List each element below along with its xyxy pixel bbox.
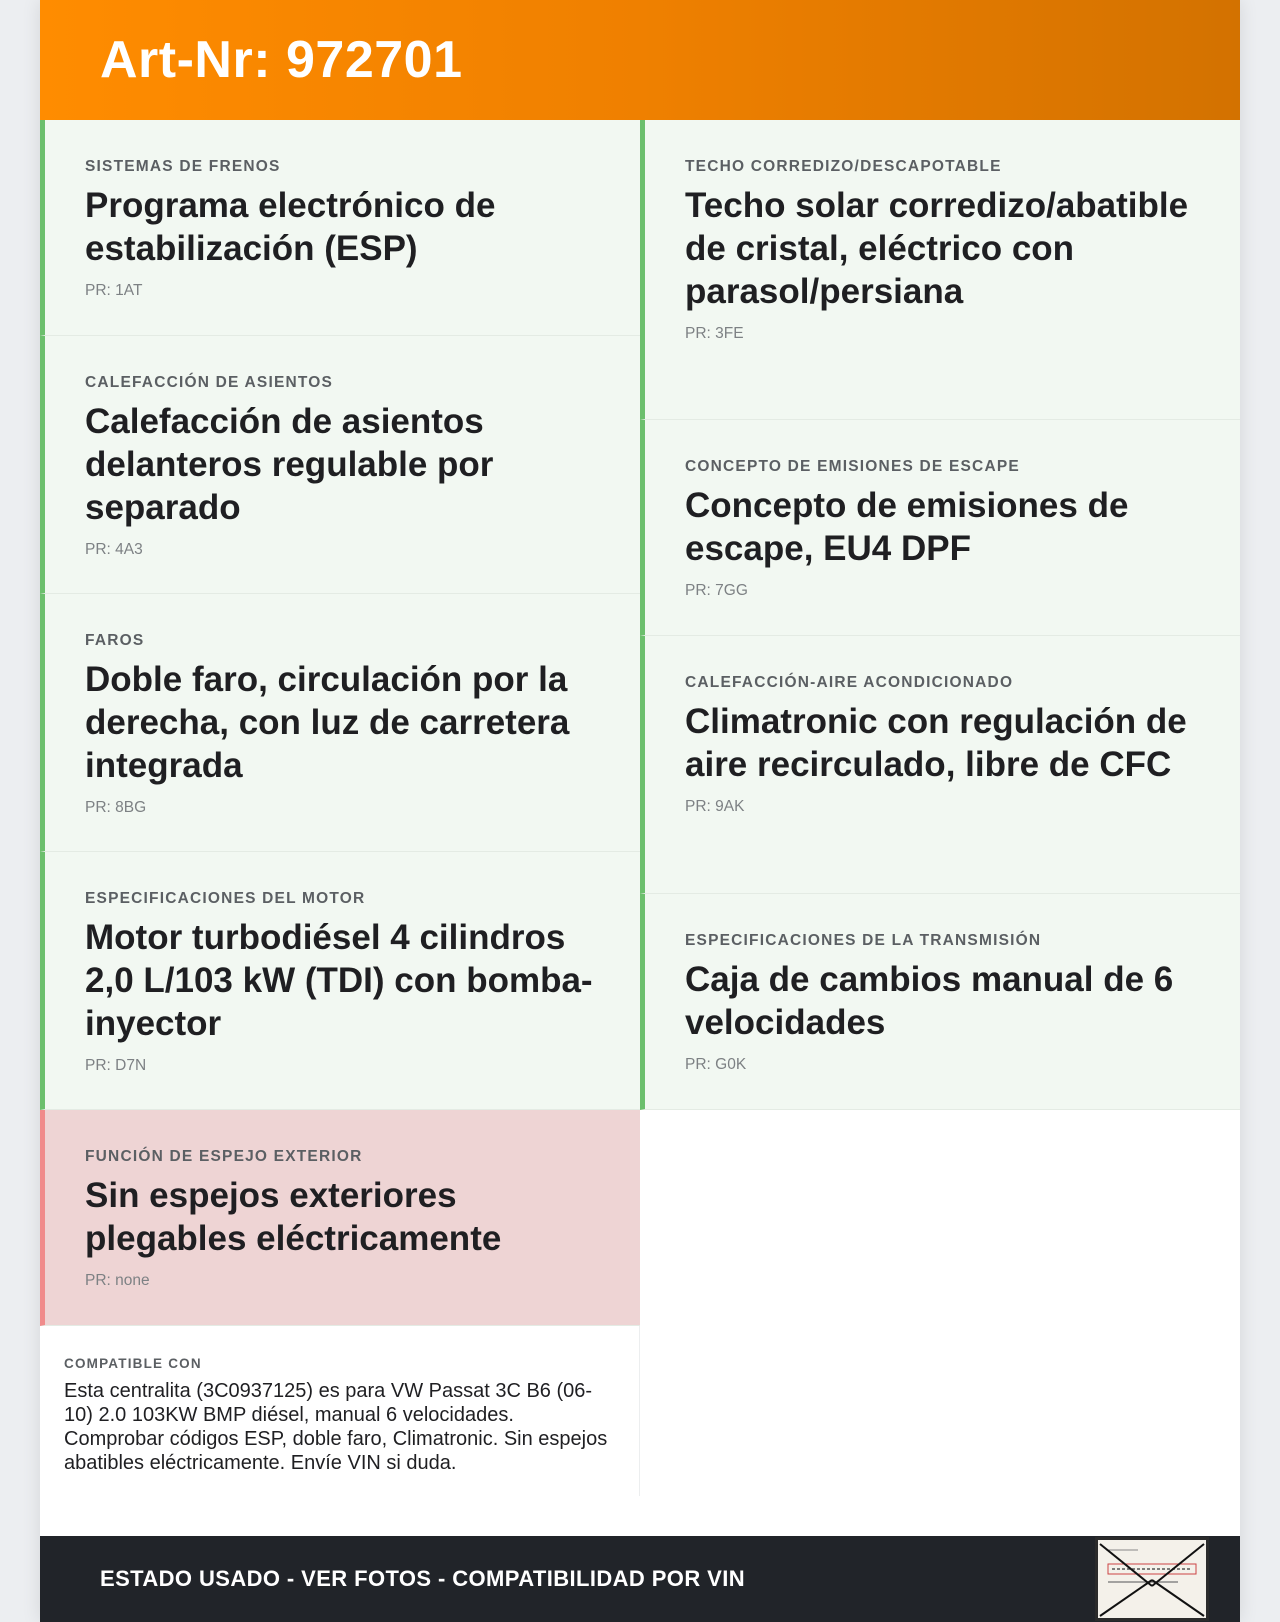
- feature-card: [40, 852, 640, 1110]
- feature-card: [640, 894, 1240, 1110]
- feature-title: Doble faro, circulación por la derecha, con luz de carretera integrada: [85, 660, 570, 785]
- pr-code: PR: D7N: [85, 1057, 147, 1074]
- pr-code: PR: 7GG: [685, 582, 748, 599]
- pr-code: PR: 9AK: [685, 798, 745, 815]
- feature-title: Programa electrónico de estabilización (ESP): [85, 186, 496, 268]
- feature-title: Caja de cambios manual de 6 velocidades: [685, 960, 1174, 1042]
- feature-category: CALEFACCIÓN DE ASIENTOS: [85, 374, 334, 391]
- feature-card: [640, 120, 1240, 420]
- feature-title: Sin espejos exteriores plegables eléctricamente: [85, 1176, 502, 1258]
- right-column: [640, 120, 1240, 1496]
- feature-card: [40, 594, 640, 852]
- feature-category: SISTEMAS DE FRENOS: [85, 158, 281, 175]
- header-bar: [40, 0, 1240, 120]
- feature-category: ESPECIFICACIONES DEL MOTOR: [85, 890, 366, 907]
- feature-title: Concepto de emisiones de escape, EU4 DPF: [685, 486, 1129, 568]
- compatibility-box: [40, 1326, 640, 1496]
- left-column: [40, 120, 640, 1496]
- pr-code: PR: 3FE: [685, 325, 744, 342]
- footer-bar: [40, 1536, 1240, 1622]
- pr-code: PR: none: [85, 1272, 150, 1289]
- feature-category: FAROS: [85, 632, 145, 649]
- feature-title: Techo solar corredizo/abatible de cristal, eléctrico con parasol/persiana: [685, 186, 1189, 311]
- vehicle-data-sticker-icon[interactable]: [1095, 1537, 1209, 1621]
- feature-title: Climatronic con regulación de aire recirculado, libre de CFC: [685, 702, 1187, 784]
- feature-card: [640, 420, 1240, 636]
- pr-code: PR: G0K: [685, 1056, 747, 1073]
- page-title: Art-Nr: 972701: [100, 31, 463, 89]
- feature-grid: [40, 120, 1240, 1496]
- spec-sheet: [40, 0, 1240, 1622]
- feature-category: CONCEPTO DE EMISIONES DE ESCAPE: [685, 458, 1020, 475]
- feature-title: Calefacción de asientos delanteros regulable por separado: [85, 402, 494, 527]
- pr-code: PR: 8BG: [85, 799, 147, 816]
- feature-card: [640, 636, 1240, 894]
- feature-category: ESPECIFICACIONES DE LA TRANSMISIÓN: [685, 932, 1042, 949]
- pr-code: PR: 1AT: [85, 282, 143, 299]
- feature-category: CALEFACCIÓN-AIRE ACONDICIONADO: [685, 674, 1014, 691]
- compatibility-label: COMPATIBLE CON: [64, 1356, 202, 1371]
- feature-category: TECHO CORREDIZO/DESCAPOTABLE: [685, 158, 1002, 175]
- sticker-thumbnail-icon: [1098, 1540, 1206, 1618]
- feature-title: Motor turbodiésel 4 cilindros 2,0 L/103 kW (TDI) con bomba-inyector: [85, 918, 593, 1043]
- feature-card: [40, 120, 640, 336]
- feature-category: FUNCIÓN DE ESPEJO EXTERIOR: [85, 1148, 363, 1165]
- compatibility-text: Esta centralita (3C0937125) es para VW Passat 3C B6 (06-10) 2.0 103KW BMP diésel, manual 6 velocidades. Comprobar códigos ESP, doble faro, Climatronic. Sin espejos abatibles eléctricamente. Envíe VIN si duda.: [64, 1380, 608, 1474]
- feature-card-missing: [40, 1110, 640, 1326]
- footer-text: ESTADO USADO - VER FOTOS - COMPATIBILIDAD POR VIN: [100, 1566, 745, 1591]
- pr-code: PR: 4A3: [85, 541, 143, 558]
- feature-card: [40, 336, 640, 594]
